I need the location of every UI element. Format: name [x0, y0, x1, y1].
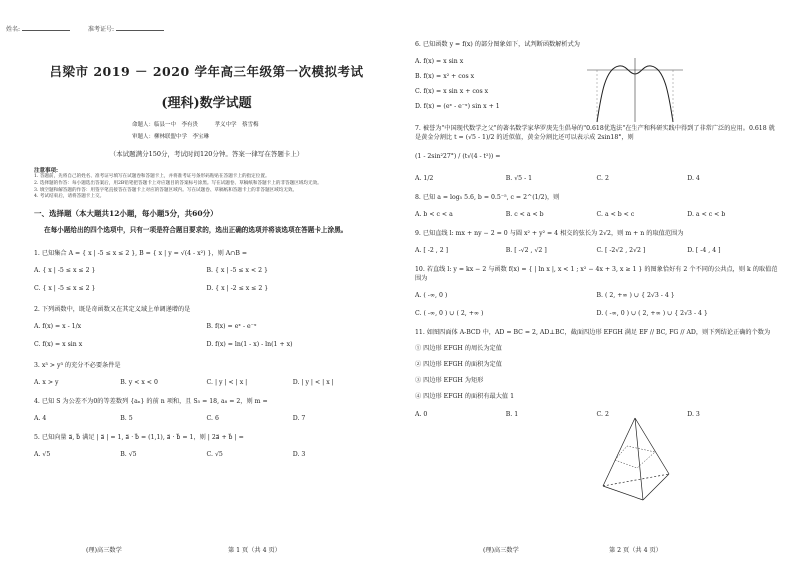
edge-bc	[603, 486, 643, 500]
option-b: B. 1	[505, 411, 519, 418]
option-c: C. a < b < c	[596, 211, 635, 218]
statement-3: ③ 四边形 EFGH 为矩形	[415, 377, 484, 384]
option-c: C. √5	[206, 451, 223, 459]
setter: 命题人：临县一中 李有贵 孝义中学 蔡雪梅	[132, 122, 259, 128]
candidate-info-line	[6, 24, 180, 33]
notice-heading: 注意事项:	[34, 168, 59, 174]
option-d: D. [ -4 , 4 ]	[687, 247, 721, 254]
option-d: D. f(x) = (eˣ - e⁻ˣ) sin x + 1	[415, 103, 500, 110]
question-9: 9. 已知直线 l: mx + ny − 2 = 0 与圆 x² + y² = 4 相交的弦长为 2√2，则 m + n 的取值范围为	[415, 230, 684, 237]
option-a: A. f(x) = x sin x	[415, 58, 464, 65]
reviewer: 审题人：柳林联盟中学 李宝琳	[132, 134, 210, 140]
question-1-options	[34, 267, 379, 303]
question-4-options	[34, 415, 379, 422]
question-5: 5. 已知向量 a⃗, b⃗ 满足 | a⃗ | = 1, a⃗ · b⃗ = (1,1), a⃗ · b⃗ = 1，则 | 2a⃗ + b⃗ | =	[34, 434, 244, 442]
option-a: A. √5	[34, 451, 51, 459]
question-8-options	[415, 211, 778, 218]
option-b: B. { x | -5 ≤ x < 2 }	[206, 267, 268, 275]
option-c: C. f(x) = x sin x	[34, 341, 83, 349]
option-b: B. ( 2, +∞ ) ∪ { 2√3 - 4 }	[596, 292, 675, 299]
option-d: D. | y | < | x |	[292, 379, 334, 387]
option-a: A. { x | -5 ≤ x ≤ 2 }	[34, 267, 96, 275]
option-a: A. 0	[415, 411, 428, 418]
option-b: B. f(x) = x² + cos x	[415, 73, 475, 80]
statement-2: ② 四边形 EFGH 的面积为定值	[415, 361, 502, 368]
notice-item: 2. 选择题的作答：每小题选出答案后，用2B铅笔把答题卡上对应题目的答案标号涂黑。写在试题卷、草稿纸和答题卡上的非答题区域均无效。	[34, 180, 322, 186]
exam-title: 吕梁市 2019 － 2020 学年高三年级第一次模拟考试	[49, 64, 364, 79]
statement-1: ① 四边形 EFGH 的周长为定值	[415, 345, 502, 352]
section-efgh	[615, 446, 655, 468]
option-d: D. f(x) = ln(1 - x) - ln(1 + x)	[206, 341, 293, 349]
question-1: 1. 已知集合 A = { x | -5 ≤ x ≤ 2 }, B = { x | y = √(4 - x²) }，则 A∩B =	[34, 250, 248, 258]
question-7-expression: (1 - 2sin²27°) / (t√(4 - t²)) =	[415, 153, 501, 160]
section-instruction: 在每小题给出的四个选项中，只有一项是符合题目要求的，选出正确的选项并将该选项在答题卡上涂黑。	[44, 226, 348, 235]
edge-ad	[635, 418, 669, 474]
option-d: D. { x | -2 ≤ x ≤ 2 }	[206, 285, 269, 293]
option-d: D. 3	[292, 451, 306, 459]
option-c: C. [ -2√2 , 2√2 ]	[596, 247, 646, 254]
question-3: 3. x³ > y³ 的充分不必要条件是	[34, 362, 121, 370]
question-8: 8. 已知 a = log₅ 5.6, b = 0.5⁻⁵, c = 2^(1/2)，则	[415, 194, 560, 201]
question-2: 2. 下列函数中，既是奇函数又在其定义域上单调递增的是	[34, 306, 191, 314]
question-6: 6. 已知函数 y = f(x) 的部分图象如下，试判断函数解析式为	[415, 41, 580, 48]
option-a: A. f(x) = x - 1/x	[34, 323, 82, 331]
option-c: C. 2	[596, 411, 609, 418]
question-11: 11. 如图四面体 A-BCD 中，AD = BC = 2, AD⊥BC，截面四边形 EFGH 满足 EF // BC, FG // AD，则下列结论正确的个数为	[415, 329, 771, 336]
option-d: D. 7	[292, 415, 306, 423]
function-graph	[585, 56, 685, 124]
question-11-statements	[415, 341, 778, 405]
footer-subject: (理)高三数学	[483, 547, 519, 554]
footer-page: 第 2 页（共 4 页）	[609, 547, 662, 554]
option-b: B. [ -√2 , √2 ]	[505, 247, 547, 254]
section-title: 一、选择题（本大题共12小题，每小题5分，共60分）	[34, 209, 218, 219]
name-label: 姓名:	[6, 26, 21, 33]
option-a: A. x > y	[34, 379, 59, 387]
question-10-options	[415, 292, 778, 328]
score-note: （本试题满分150分，考试时间120分钟。答案一律写在答题卡上）	[109, 150, 304, 158]
option-b: B. f(x) = eˣ - e⁻ˣ	[206, 323, 257, 331]
edge-ac	[635, 418, 643, 500]
question-7: 7. 被誉为"中国现代数学之父"的著名数学家华罗庚先生倡导的"0.618优选法"在生产和科研实践中得到了非常广泛的应用。0.618 就是黄金分割比 t = (√5 - 1)/2 的近似值，黄金分割比还可以表示成 2sin18°，则	[415, 125, 775, 141]
option-a: A. [ -2 , 2 ]	[415, 247, 449, 254]
tetrahedron-figure	[597, 416, 673, 502]
option-b: B. 5	[120, 415, 133, 423]
exam-no-label: 准考证号:	[87, 26, 114, 33]
option-d: D. a < c < b	[687, 211, 726, 218]
question-3-options	[34, 379, 379, 386]
notice-item: 4. 考试结束后，请将答题卡上交。	[34, 194, 105, 200]
footer-subject: (理)高三数学	[86, 547, 122, 554]
option-b: B. √5	[120, 451, 137, 459]
option-a: A. ( -∞, 0 )	[415, 292, 448, 299]
option-b: B. c < a < b	[505, 211, 544, 218]
option-c: C. | y | < | x |	[206, 379, 248, 387]
option-c: C. 6	[206, 415, 219, 423]
option-c: C. f(x) = x sin x + cos x	[415, 88, 489, 95]
option-b: B. √5 - 1	[505, 175, 533, 182]
right-page	[397, 0, 794, 561]
option-b: B. y < x < 0	[120, 379, 158, 387]
option-d: D. 4	[687, 175, 700, 182]
notice-list	[34, 174, 379, 201]
exam-no-blank	[116, 30, 164, 31]
question-9-options	[415, 247, 778, 254]
option-c: C. { x | -5 ≤ x ≤ 2 }	[34, 285, 96, 293]
notice-item: 3. 填空题和解答题的作答：用签字笔直接答在答题卡上对应的答题区域内。写在试题卷、草稿纸和答题卡上的非答题区域均无效。	[34, 187, 298, 193]
question-5-options	[34, 451, 379, 458]
question-7-options	[415, 175, 778, 182]
name-blank	[22, 30, 70, 31]
option-a: A. 1/2	[415, 175, 434, 182]
option-c: C. 2	[596, 175, 609, 182]
option-d: D. 3	[687, 411, 700, 418]
credits	[34, 119, 379, 143]
subject-title: (理科)数学试题	[161, 96, 252, 111]
question-2-options	[34, 323, 379, 359]
question-10: 10. 若直线 l: y = kx − 2 与函数 f(x) = { | ln x |, x < 1 ; x² − 4x + 3, x ≥ 1 } 的图象恰好有 2 个不同的公共点，则 k 的取值范围为	[415, 266, 778, 282]
notice-item: 1. 答题前，先将自己的姓名、准考证号填写在试题卷和答题卡上，并将准考证号条形码粘贴在答题卡上的指定位置。	[34, 174, 270, 179]
statement-4: ④ 四边形 EFGH 的面积有最大值 1	[415, 393, 515, 400]
option-a: A. 4	[34, 415, 47, 423]
option-c: C. ( -∞, 0 ) ∪ ( 2, +∞ )	[415, 310, 484, 317]
question-4: 4. 已知 S 为公差不为0的等差数列 {aₙ} 的前 n 项和，且 S₅ = 18, a₈ = 2，则 m =	[34, 398, 268, 406]
option-a: A. b < c < a	[415, 211, 453, 218]
option-d: D. ( -∞, 0 ) ∪ ( 2, +∞ ) ∪ { 2√3 - 4 }	[596, 310, 708, 317]
footer-page: 第 1 页（共 4 页）	[228, 547, 281, 554]
edge-ab	[603, 418, 635, 486]
